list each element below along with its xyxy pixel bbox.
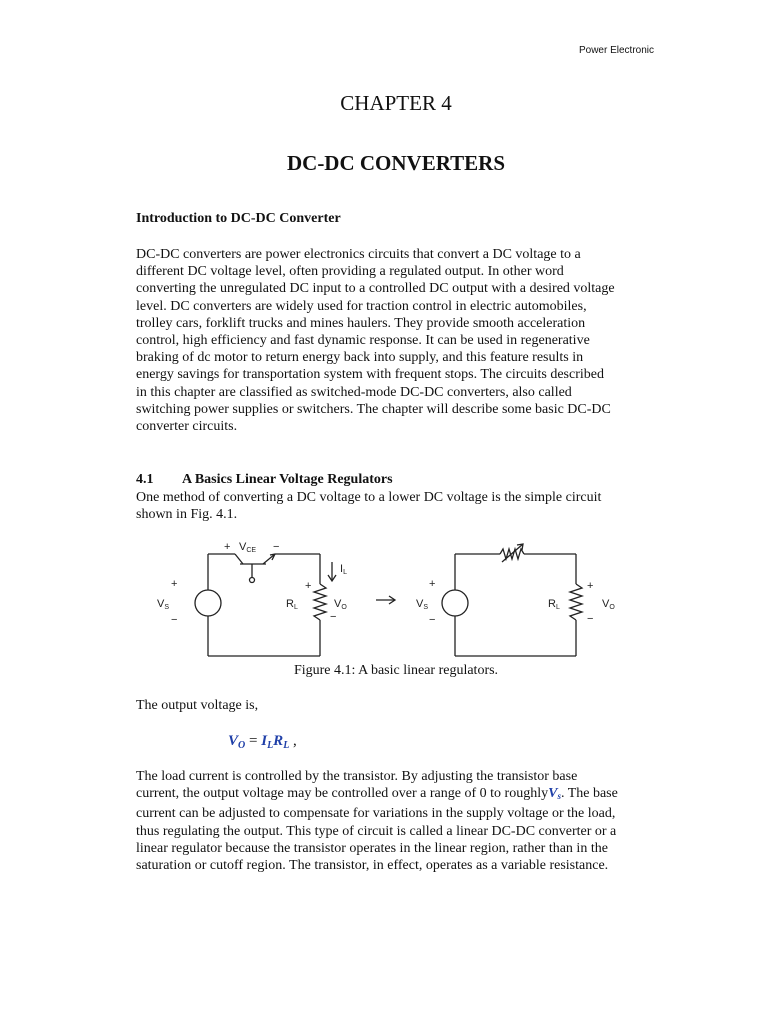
right-circuit (442, 544, 582, 656)
vo-minus: − (330, 611, 337, 623)
output-intro: The output voltage is, (136, 698, 259, 713)
eq-rl-sub: L (283, 740, 290, 751)
source-vs (442, 590, 468, 616)
closing-line-with-var (136, 785, 656, 805)
intro-line: level. DC converters are widely used for traction control in electric automobiles, (136, 298, 587, 314)
eq-il-sub: L (267, 740, 274, 751)
vs-label: VS (416, 598, 429, 611)
closing-line: thus regulating the output. This type of circuit is called a linear DC-DC converter or a (136, 823, 617, 839)
figure-circuit (140, 532, 620, 662)
il-label: IL (340, 563, 347, 576)
vo-plus: + (587, 580, 594, 592)
intro-line: switching power supplies or switchers. The chapter will describe some basic DC-DC (136, 401, 611, 417)
section-line: shown in Fig. 4.1. (136, 507, 238, 523)
intro-line: DC-DC converters are power electronics circuits that convert a DC voltage to a (136, 247, 581, 262)
transistor-collector (235, 554, 243, 564)
intro-line: trolley cars, forklift trucks and mines haulers. They provide smooth acceleration (136, 315, 586, 331)
closing-text: current, the output voltage may be controlled over a range of 0 to roughly (136, 786, 549, 802)
vce-label: VCE (239, 541, 257, 554)
vs-minus: − (429, 614, 436, 626)
base-terminal (250, 578, 255, 583)
vo-plus: + (305, 580, 312, 592)
eq-tail: , (289, 733, 297, 749)
vo-label: VO (334, 598, 347, 611)
intro-line: in this chapter are classified as switched-mode DC-DC converters, also called (136, 384, 572, 400)
intro-heading: Introduction to DC-DC Converter (136, 211, 341, 226)
vce-plus: + (224, 541, 231, 553)
vce-minus: − (273, 541, 280, 553)
closing-line: saturation or cutoff region. The transistor, in effect, operates as a variable resistance. (136, 858, 609, 874)
eq-vo-sub: O (238, 740, 246, 751)
figure-caption: Figure 4.1: A basic linear regulators. (293, 663, 499, 678)
chapter-number: CHAPTER 4 (340, 91, 452, 115)
eq-vo: V (228, 733, 239, 749)
vo-label: VO (602, 598, 615, 611)
vs-label: VS (157, 598, 170, 611)
section-title: A Basics Linear Voltage Regulators (182, 472, 393, 487)
vs-plus: + (171, 578, 178, 590)
source-vs (195, 590, 221, 616)
intro-paragraph (136, 246, 656, 435)
vs-minus: − (171, 614, 178, 626)
running-header: Power Electronic (578, 45, 654, 56)
closing-line: The load current is controlled by the transistor. By adjusting the transistor base (136, 769, 578, 784)
intro-line: different DC voltage level, often providing a regulated output. In other word (136, 264, 564, 280)
chapter-title: DC-DC CONVERTERS (286, 151, 506, 175)
var-vs: $V_s$ (548, 786, 561, 802)
closing-paragraph (136, 768, 656, 874)
intro-line: energy savings for transportation system with frequent stops. The circuits described (136, 367, 604, 383)
resistor-rl (570, 584, 582, 620)
section-line: One method of converting a DC voltage to a lower DC voltage is the simple circuit (136, 490, 602, 505)
intro-line: control, high efficiency and fast dynamic response. It can be used in regenerative (136, 333, 590, 349)
eq-rl: R (273, 733, 284, 749)
resistor-rl (314, 584, 326, 620)
eq-il: I (261, 733, 268, 749)
vs-plus: + (429, 578, 436, 590)
intro-line: braking of dc motor to return energy back into supply, and this feature results in (136, 350, 584, 366)
section-paragraph (136, 489, 656, 523)
intro-line: converting the unregulated DC input to a controlled DC output with a desired voltage (136, 281, 615, 297)
intro-line: converter circuits. (136, 419, 238, 435)
closing-line: current can be adjusted to compensate for variations in the supply voltage or the load, (136, 806, 616, 822)
vo-minus: − (587, 613, 594, 625)
closing-text: . The base (560, 786, 618, 802)
eq-equals: = (245, 733, 262, 749)
section-number: 4.1 (136, 472, 154, 487)
rl-label: RL (286, 598, 298, 611)
rl-label: RL (548, 598, 560, 611)
output-equation (228, 733, 297, 751)
closing-line: linear regulator because the transistor operates in the linear region, rather than in the (136, 840, 608, 856)
